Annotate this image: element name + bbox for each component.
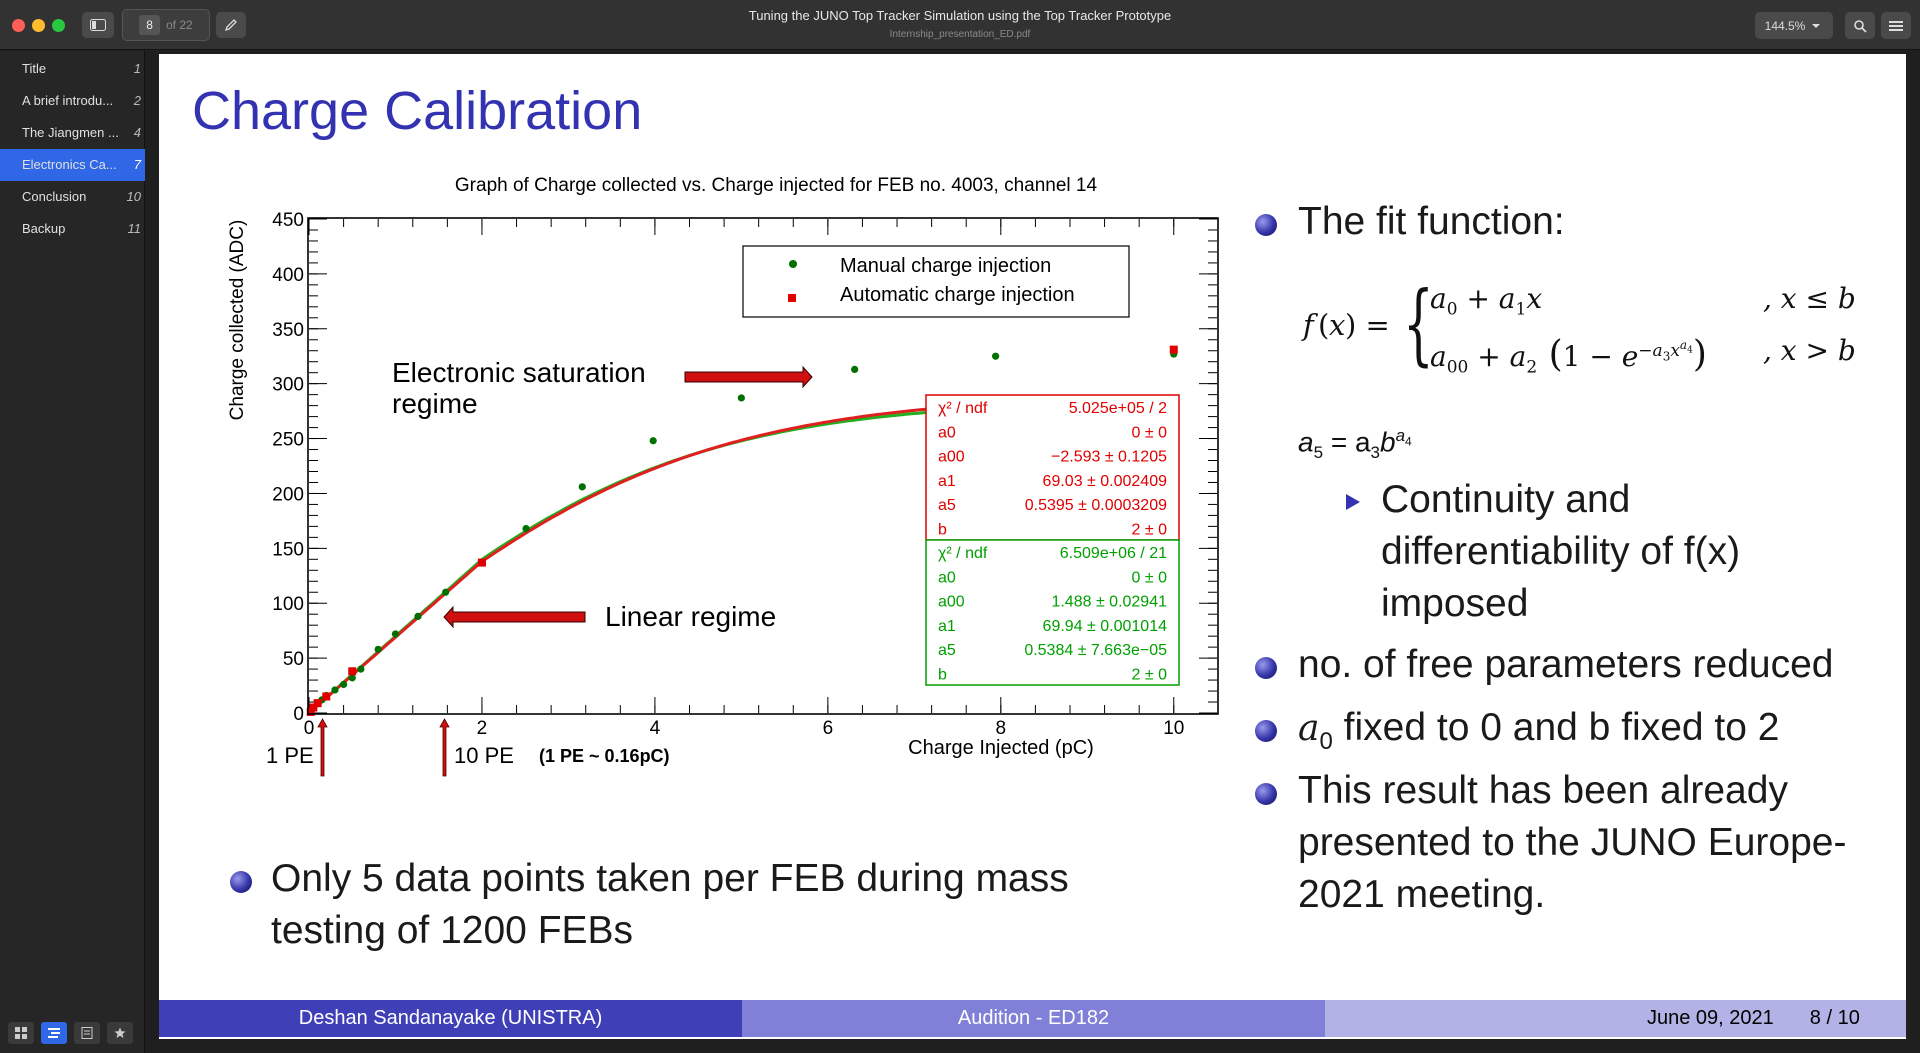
footer-right <box>1325 1000 1906 1037</box>
linear-label: Linear regime <box>605 601 777 632</box>
search-button[interactable] <box>1845 12 1875 39</box>
stats-key: b <box>938 666 947 684</box>
legend-label-manual: Manual charge injection <box>840 255 1052 277</box>
pe10-arrow <box>440 719 449 776</box>
bullet-a0-fixed: $a_0$ fixed to 0 and b fixed to 2 <box>1298 706 1780 755</box>
sidebar-item-introduction[interactable] <box>0 85 145 117</box>
bullet-marker <box>1255 214 1277 236</box>
star-icon <box>114 1027 126 1039</box>
bullet-marker <box>1255 783 1277 805</box>
data-point-manual <box>650 437 657 444</box>
y-axis-label: Charge collected (ADC) <box>227 219 248 421</box>
close-window-button[interactable] <box>12 19 25 32</box>
sidebar-item-label: Backup <box>22 221 66 236</box>
sidebar-item-page: 10 <box>126 189 141 204</box>
triangle-bullet-icon <box>1344 492 1362 512</box>
chart-title: Graph of Charge collected vs. Charge injected for FEB no. 4003, channel 14 <box>454 175 1098 196</box>
y-tick-label: 400 <box>272 264 304 286</box>
sidebar-toggle-button[interactable] <box>82 12 114 38</box>
stats-value: 2 ± 0 <box>1131 666 1167 684</box>
fit-function-label: The fit function: <box>1298 200 1565 243</box>
pe1-label: 1 PE <box>266 743 314 768</box>
document-filename: Internship_presentation_ED.pdf <box>889 29 1031 40</box>
linear-arrow <box>444 607 585 627</box>
pe1-arrow <box>318 719 327 776</box>
data-point-automatic <box>478 559 486 567</box>
x-tick-label: 8 <box>995 718 1007 739</box>
case1-condition: , x ≤ b <box>1763 282 1856 315</box>
stats-key: a5 <box>938 497 956 515</box>
data-point-automatic <box>322 693 330 701</box>
data-point-manual <box>331 686 338 693</box>
stats-key: a00 <box>938 448 965 466</box>
bullet-marker <box>230 871 252 893</box>
a5-relation-text: = a <box>1330 426 1371 458</box>
bullet-marker <box>1255 720 1277 742</box>
stats-key: a00 <box>938 593 965 611</box>
page-number-field[interactable] <box>122 9 210 41</box>
sidebar-item-label: A brief introdu... <box>22 93 114 108</box>
stats-value: 6.509e+06 / 21 <box>1059 545 1167 562</box>
sidebar-item-title[interactable] <box>0 53 145 85</box>
stats-value: 0.5384 ± 7.663e−05 <box>1024 642 1167 660</box>
stats-value: 2 ± 0 <box>1131 521 1167 539</box>
data-point-manual <box>738 394 745 401</box>
y-tick-label: 250 <box>272 429 304 451</box>
sidebar-item-label: Electronics Ca... <box>22 157 117 172</box>
x-tick-label: 0 <box>303 718 315 739</box>
legend-marker-automatic <box>788 294 796 302</box>
stats-key: a0 <box>938 569 956 587</box>
sidebar-item-page: 11 <box>127 221 141 236</box>
maximize-window-button[interactable] <box>52 19 65 32</box>
slide-title: Charge Calibration <box>192 81 643 141</box>
stats-key: a0 <box>938 424 956 442</box>
saturation-label-line1: Electronic saturation <box>392 357 646 388</box>
bullet-free-params: no. of free parameters reduced <box>1298 643 1834 686</box>
x-tick-label: 10 <box>1163 718 1185 739</box>
stats-key: a5 <box>938 642 956 660</box>
current-page-input[interactable]: 8 <box>139 15 160 35</box>
data-point-automatic <box>348 667 356 675</box>
list-icon <box>48 1027 60 1039</box>
bullet-bottom: Only 5 data points taken per FEB during mass testing of 1200 FEBs <box>271 857 1069 952</box>
sidebar-item-conclusion[interactable] <box>0 181 145 213</box>
footer-event: Audition - ED182 <box>742 1000 1325 1037</box>
stats-key: a1 <box>938 617 956 635</box>
stats-value: 0 ± 0 <box>1131 569 1167 587</box>
sidebar-item-label: The Jiangmen ... <box>22 125 119 140</box>
pdf-page <box>159 54 1906 1039</box>
title-bar <box>0 0 1920 50</box>
sidebar-item-electronics[interactable] <box>0 149 145 181</box>
sidebar-item-label: Title <box>22 61 47 76</box>
data-point-manual <box>442 589 449 596</box>
document-title: Tuning the JUNO Top Tracker Simulation using the Top Tracker Prototype <box>748 8 1172 23</box>
annotate-button[interactable] <box>216 12 246 38</box>
data-point-manual <box>375 646 382 653</box>
case2-condition: , x > b <box>1763 334 1856 367</box>
hamburger-icon <box>1889 20 1903 32</box>
search-icon <box>1853 19 1867 33</box>
pencil-icon <box>224 18 238 32</box>
bullet-marker <box>1255 657 1277 679</box>
zoom-level: 144.5% <box>1764 18 1806 33</box>
data-point-manual <box>522 525 529 532</box>
stats-value: 69.03 ± 0.002409 <box>1042 472 1167 490</box>
outline-view-button[interactable] <box>41 1022 67 1044</box>
sidebar-item-page: 1 <box>133 61 141 76</box>
x-tick-label: 2 <box>476 718 488 739</box>
thumbnails-view-button[interactable] <box>8 1022 34 1044</box>
data-point-manual <box>349 674 356 681</box>
y-tick-label: 100 <box>272 594 304 616</box>
stats-value: 69.94 ± 0.001014 <box>1042 617 1167 635</box>
y-tick-label: 150 <box>272 539 304 561</box>
bullet-juno-result: This result has been already presented to the JUNO Europe-2021 meeting. <box>1298 769 1847 916</box>
y-tick-label: 200 <box>272 484 304 506</box>
data-point-automatic <box>1170 346 1178 354</box>
stats-value: 0.5395 ± 0.0003209 <box>1024 497 1167 515</box>
x-axis-label: Charge Injected (pC) <box>908 737 1094 759</box>
y-tick-label: 0 <box>293 704 304 725</box>
menu-button[interactable] <box>1881 12 1911 39</box>
stats-key: b <box>938 521 947 539</box>
stats-key: χ² / ndf <box>938 400 988 417</box>
legend-marker-manual <box>789 260 797 268</box>
footer-page: 8 / 10 <box>1809 1007 1860 1029</box>
fit-function-formula: f ( x ) = { $a_0 + a_1x$ $a_{00} + a_2$ $(1 - e^{-a_3x^{a_4}})$ , x ≤ b , x > b <box>1303 272 1856 378</box>
annotations-view-button[interactable] <box>74 1022 100 1044</box>
slide-footer <box>159 1000 1906 1037</box>
stats-key: χ² / ndf <box>938 545 988 562</box>
sidebar-item-page: 7 <box>133 157 141 172</box>
footer-date: June 09, 2021 <box>1647 1007 1774 1029</box>
chart-svg <box>159 54 1234 784</box>
zoom-dropdown[interactable] <box>1755 12 1833 39</box>
pe10-label: 10 PE <box>454 743 514 768</box>
data-point-manual <box>357 665 364 672</box>
data-point-manual <box>851 366 858 373</box>
bullet-a0-fixed-text: fixed to 0 and b fixed to 2 <box>1343 706 1780 749</box>
sidebar-item-page: 2 <box>133 93 141 108</box>
stats-value: 5.025e+05 / 2 <box>1068 400 1167 417</box>
minimize-window-button[interactable] <box>32 19 45 32</box>
stats-key: a1 <box>938 472 956 490</box>
notes-icon <box>81 1027 93 1039</box>
y-tick-label: 450 <box>272 210 304 231</box>
data-point-manual <box>992 353 999 360</box>
data-point-manual <box>414 613 421 620</box>
bookmarks-view-button[interactable] <box>107 1022 133 1044</box>
sidebar-icon <box>90 19 106 31</box>
data-point-automatic <box>314 699 322 707</box>
data-point-manual <box>579 483 586 490</box>
outline-sidebar <box>0 51 145 1053</box>
sidebar-item-backup[interactable] <box>0 213 145 245</box>
y-tick-label: 300 <box>272 374 304 396</box>
stats-value: 0 ± 0 <box>1131 424 1167 442</box>
sub-bullet: Continuity and differentiability of f(x) imposed <box>1381 478 1741 625</box>
y-tick-label: 50 <box>282 649 304 671</box>
x-tick-label: 4 <box>649 718 661 739</box>
saturation-label-line2: regime <box>392 388 478 419</box>
y-tick-label: 350 <box>272 319 304 341</box>
data-point-manual <box>340 681 347 688</box>
chevron-down-icon <box>1809 21 1823 31</box>
a5-relation: $a_5 = a_3b^{a_4}$ <box>1298 426 1412 462</box>
sidebar-item-jiangmen[interactable] <box>0 117 145 149</box>
saturation-arrow <box>685 367 812 387</box>
data-point-manual <box>392 630 399 637</box>
grid-icon <box>15 1027 27 1039</box>
page-total-label: of 22 <box>165 18 193 32</box>
stats-value: −2.593 ± 0.1205 <box>1051 448 1167 466</box>
stats-value: 1.488 ± 0.02941 <box>1051 593 1167 611</box>
legend-label-automatic: Automatic charge injection <box>840 284 1075 306</box>
x-tick-label: 6 <box>822 718 834 739</box>
footer-author: Deshan Sandanayake (UNISTRA) <box>159 1000 742 1037</box>
sidebar-item-label: Conclusion <box>22 189 87 204</box>
pe-note-label: (1 PE ~ 0.16pC) <box>539 746 670 766</box>
sidebar-item-page: 4 <box>133 125 141 140</box>
charge-calibration-chart <box>159 54 1234 789</box>
